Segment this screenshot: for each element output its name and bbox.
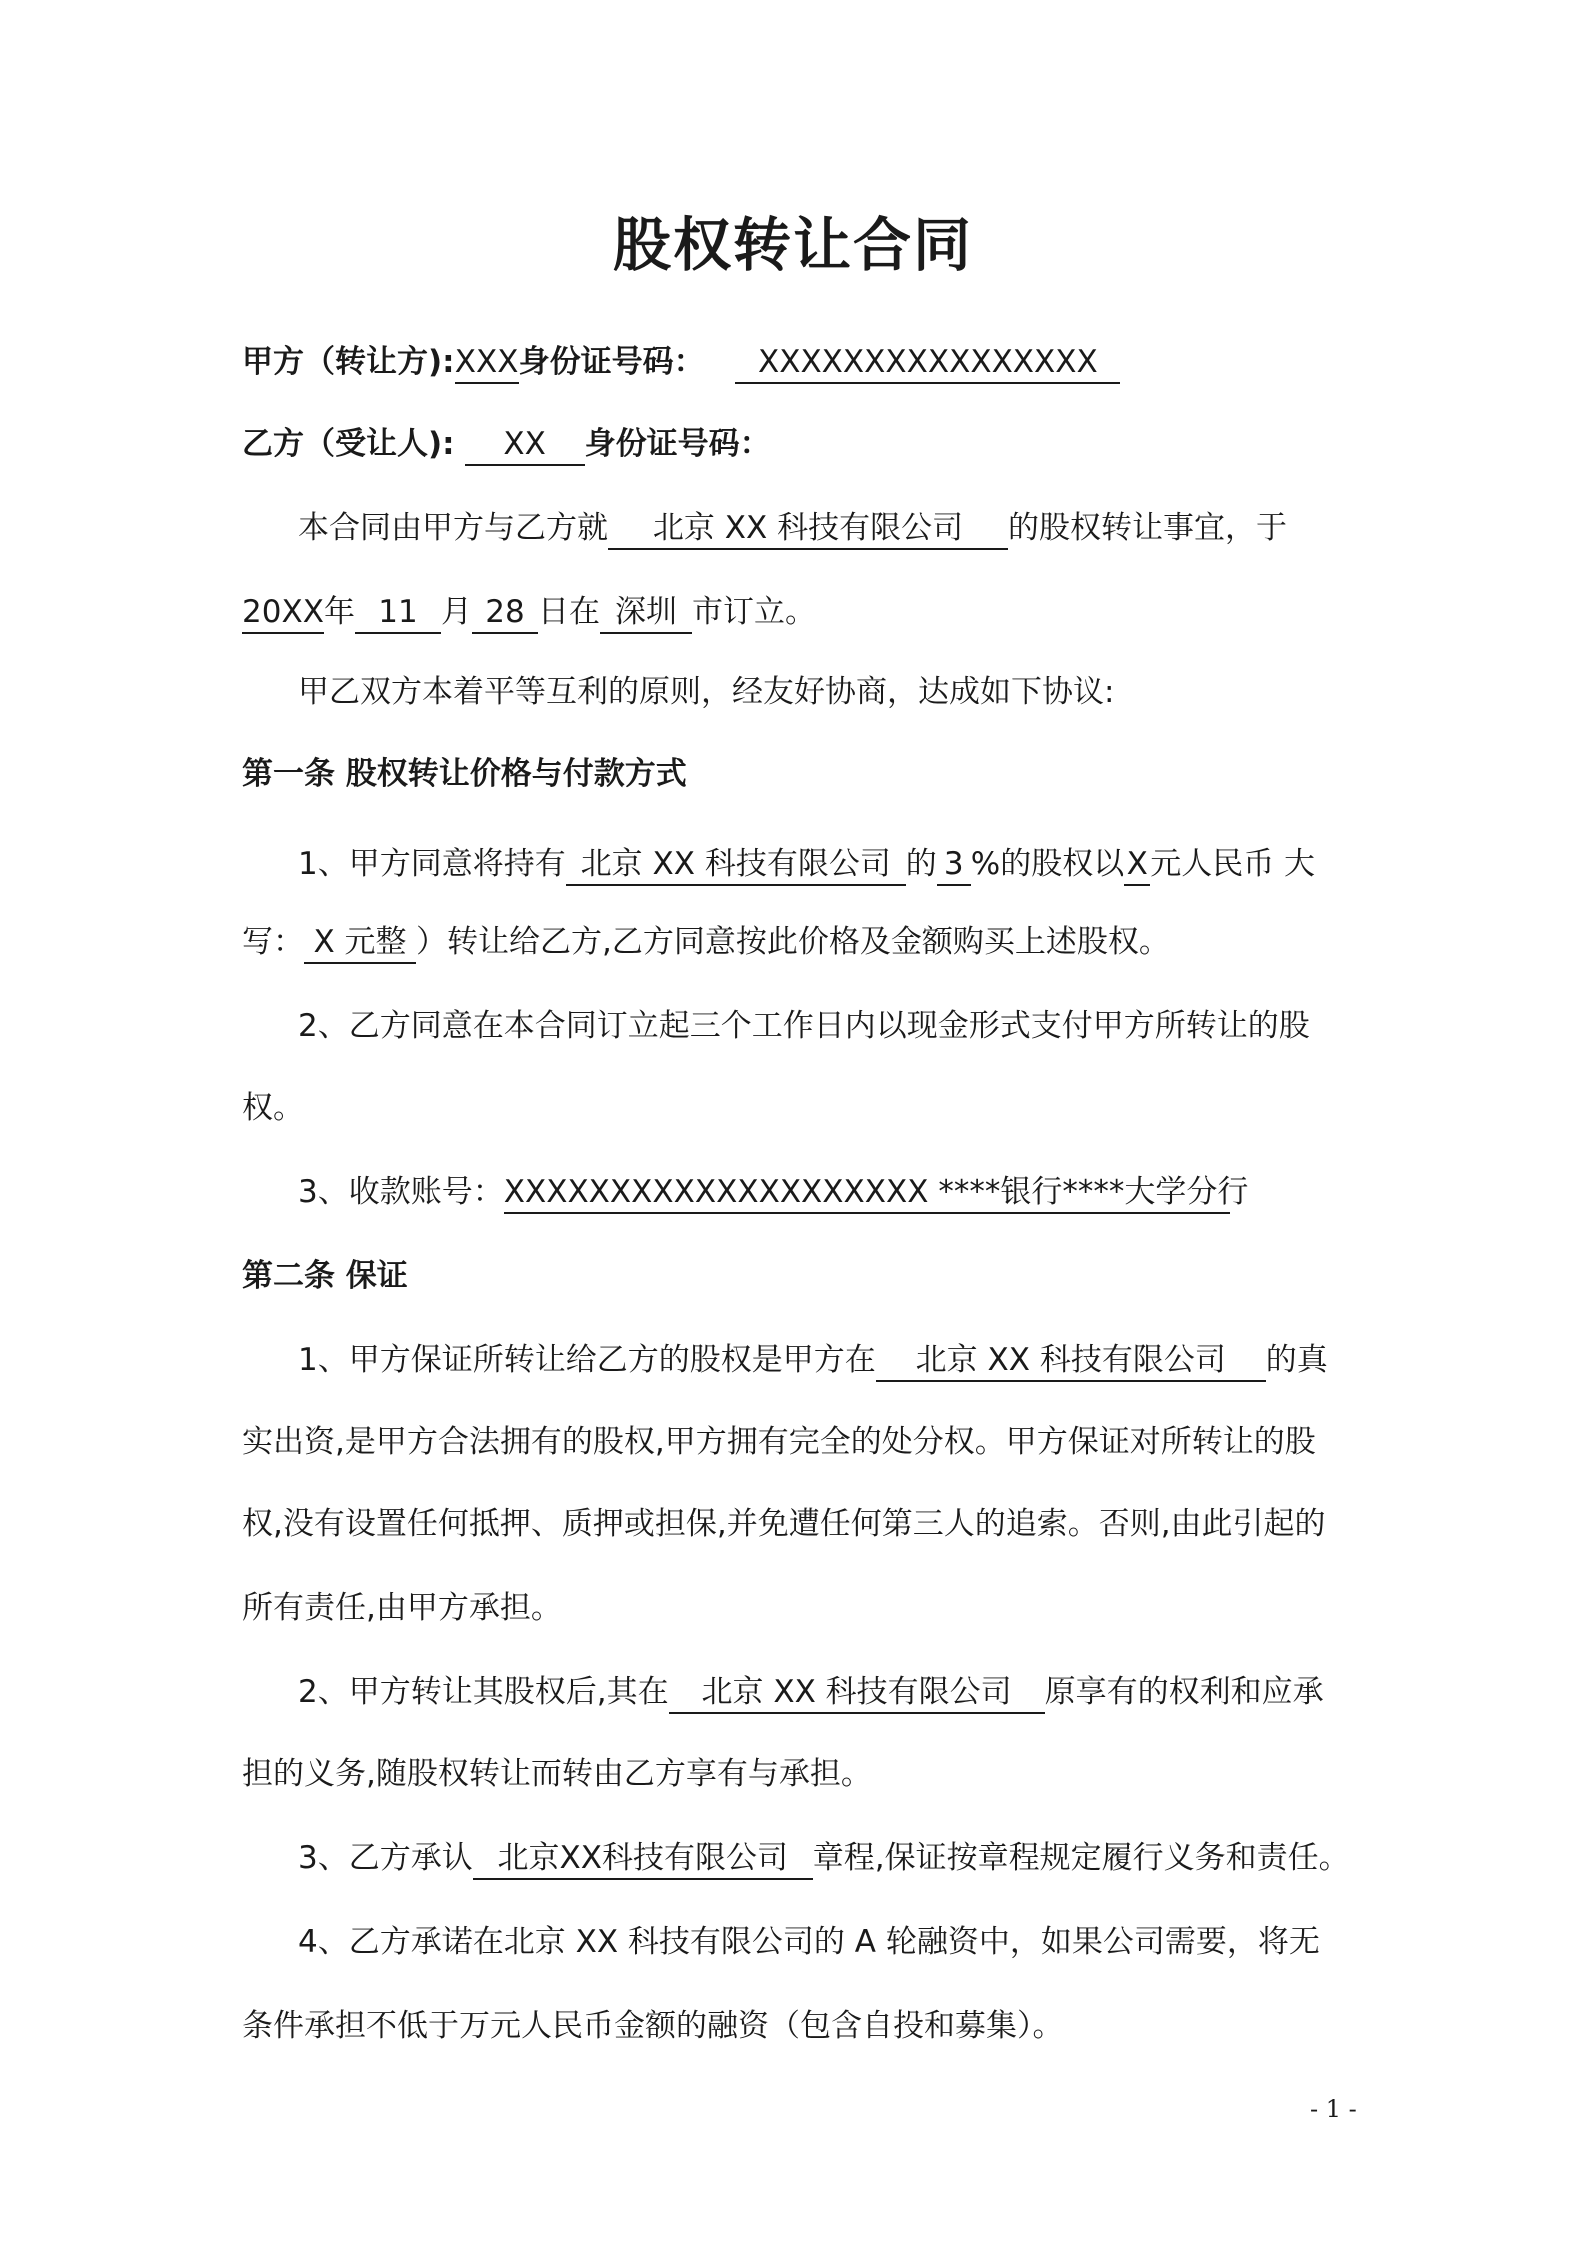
- party-b-id-label: 身份证号码：: [584, 426, 771, 462]
- article-2-heading: 第二条 保证: [242, 1258, 408, 1294]
- page-title: 股权转让合同: [612, 211, 973, 279]
- intro-day: 28: [472, 592, 538, 634]
- article-2-clause-1-line-3: 权,没有设置任何抵押、质押或担保,并免遭任何第三人的追索。否则,由此引起的: [242, 1506, 1326, 1542]
- a2c1-before: 1、甲方保证所转让给乙方的股权是甲方在: [298, 1342, 876, 1378]
- intro-month: 11: [355, 592, 441, 634]
- a1c1-l2-after: ）转让给乙方,乙方同意按此价格及金额购买上述股权。: [416, 924, 1170, 960]
- intro-year-suffix: 年: [324, 594, 355, 630]
- party-b-name: XX: [465, 424, 585, 466]
- article-2-clause-1-line-2: 实出资,是甲方合法拥有的股权,甲方拥有完全的处分权。甲方保证对所转让的股: [242, 1424, 1316, 1460]
- principle-text: 甲乙双方本着平等互利的原则，经友好协商，达成如下协议:: [298, 674, 1115, 710]
- a2c3-before: 3、乙方承认: [298, 1840, 473, 1876]
- a1c1-before: 1、甲方同意将持有: [298, 846, 566, 882]
- article-1-heading: 第一条 股权转让价格与付款方式: [242, 756, 687, 792]
- article-2-clause-2-line-2: 担的义务,随股权转让而转由乙方享有与承担。: [242, 1756, 872, 1792]
- article-2-clause-4-line-2: 条件承担不低于万元人民币金额的融资（包含自投和募集）。: [242, 2008, 1064, 2044]
- intro-text-before: 本合同由甲方与乙方就: [298, 510, 608, 546]
- a1c3-before: 3、收款账号：: [298, 1174, 504, 1210]
- party-a-name: XXX: [455, 342, 519, 384]
- article-2-clause-3: [298, 1836, 1350, 1880]
- intro-city: 深圳: [600, 592, 692, 634]
- party-a-id-label: 身份证号码：: [518, 344, 705, 380]
- party-b-line: [242, 422, 771, 466]
- a2c3-company: 北京XX科技有限公司: [473, 1838, 813, 1880]
- a2c1-after: 的真: [1265, 1342, 1328, 1378]
- article-2-clause-2-line-1: [298, 1670, 1324, 1714]
- a1c1-l2-before: 写：: [242, 924, 304, 960]
- a2c2-before: 2、甲方转让其股权后,其在: [298, 1674, 669, 1710]
- a2c1-company: 北京 XX 科技有限公司: [876, 1340, 1266, 1382]
- article-2-clause-4-line-1: 4、乙方承诺在北京 XX 科技有限公司的 A 轮融资中，如果公司需要，将无: [298, 1924, 1320, 1960]
- party-a-id-number: XXXXXXXXXXXXXXXX: [735, 342, 1120, 384]
- a1c1-amount-caps: X 元整: [304, 922, 416, 964]
- article-1-clause-2-line-2: 权。: [242, 1090, 304, 1126]
- a1c1-percent-suffix: %的股权以: [970, 846, 1125, 882]
- intro-year: 20XX: [242, 592, 324, 634]
- a1c3-account: XXXXXXXXXXXXXXXXXXXX ****银行****大学分行: [504, 1172, 1230, 1214]
- party-a-label: 甲方（转让方):: [242, 344, 455, 380]
- article-1-clause-1-line-2: [242, 920, 1170, 964]
- article-1-clause-2-line-1: 2、乙方同意在本合同订立起三个工作日内以现金形式支付甲方所转让的股: [298, 1008, 1310, 1044]
- a2c2-company: 北京 XX 科技有限公司: [669, 1672, 1045, 1714]
- intro-city-suffix: 市订立。: [692, 594, 816, 630]
- a1c1-amount-suffix: 元人民币 大: [1150, 846, 1316, 882]
- intro-text-after: 的股权转让事宜，于: [1008, 510, 1287, 546]
- a2c3-after: 章程,保证按章程规定履行义务和责任。: [812, 1840, 1350, 1876]
- party-a-line: [242, 340, 1120, 384]
- a2c2-after: 原享有的权利和应承: [1044, 1674, 1324, 1710]
- intro-company: 北京 XX 科技有限公司: [608, 508, 1008, 550]
- intro-day-suffix: 日在: [538, 594, 600, 630]
- a1c1-percent: 3: [937, 844, 971, 886]
- a1c1-de: 的: [905, 846, 937, 882]
- article-2-clause-1-line-4: 所有责任,由甲方承担。: [242, 1590, 562, 1626]
- article-2-clause-1-line-1: [298, 1338, 1328, 1382]
- intro-month-suffix: 月: [441, 594, 472, 630]
- a1c1-company: 北京 XX 科技有限公司: [566, 844, 906, 886]
- intro-line-1: [298, 506, 1287, 550]
- page-number: - 1 -: [1310, 2095, 1357, 2123]
- a1c1-amount: X: [1124, 844, 1150, 886]
- intro-line-2: [242, 590, 816, 634]
- article-1-clause-1-line-1: [298, 842, 1315, 886]
- party-b-label: 乙方（受让人):: [242, 426, 455, 462]
- article-1-clause-3: [298, 1170, 1249, 1214]
